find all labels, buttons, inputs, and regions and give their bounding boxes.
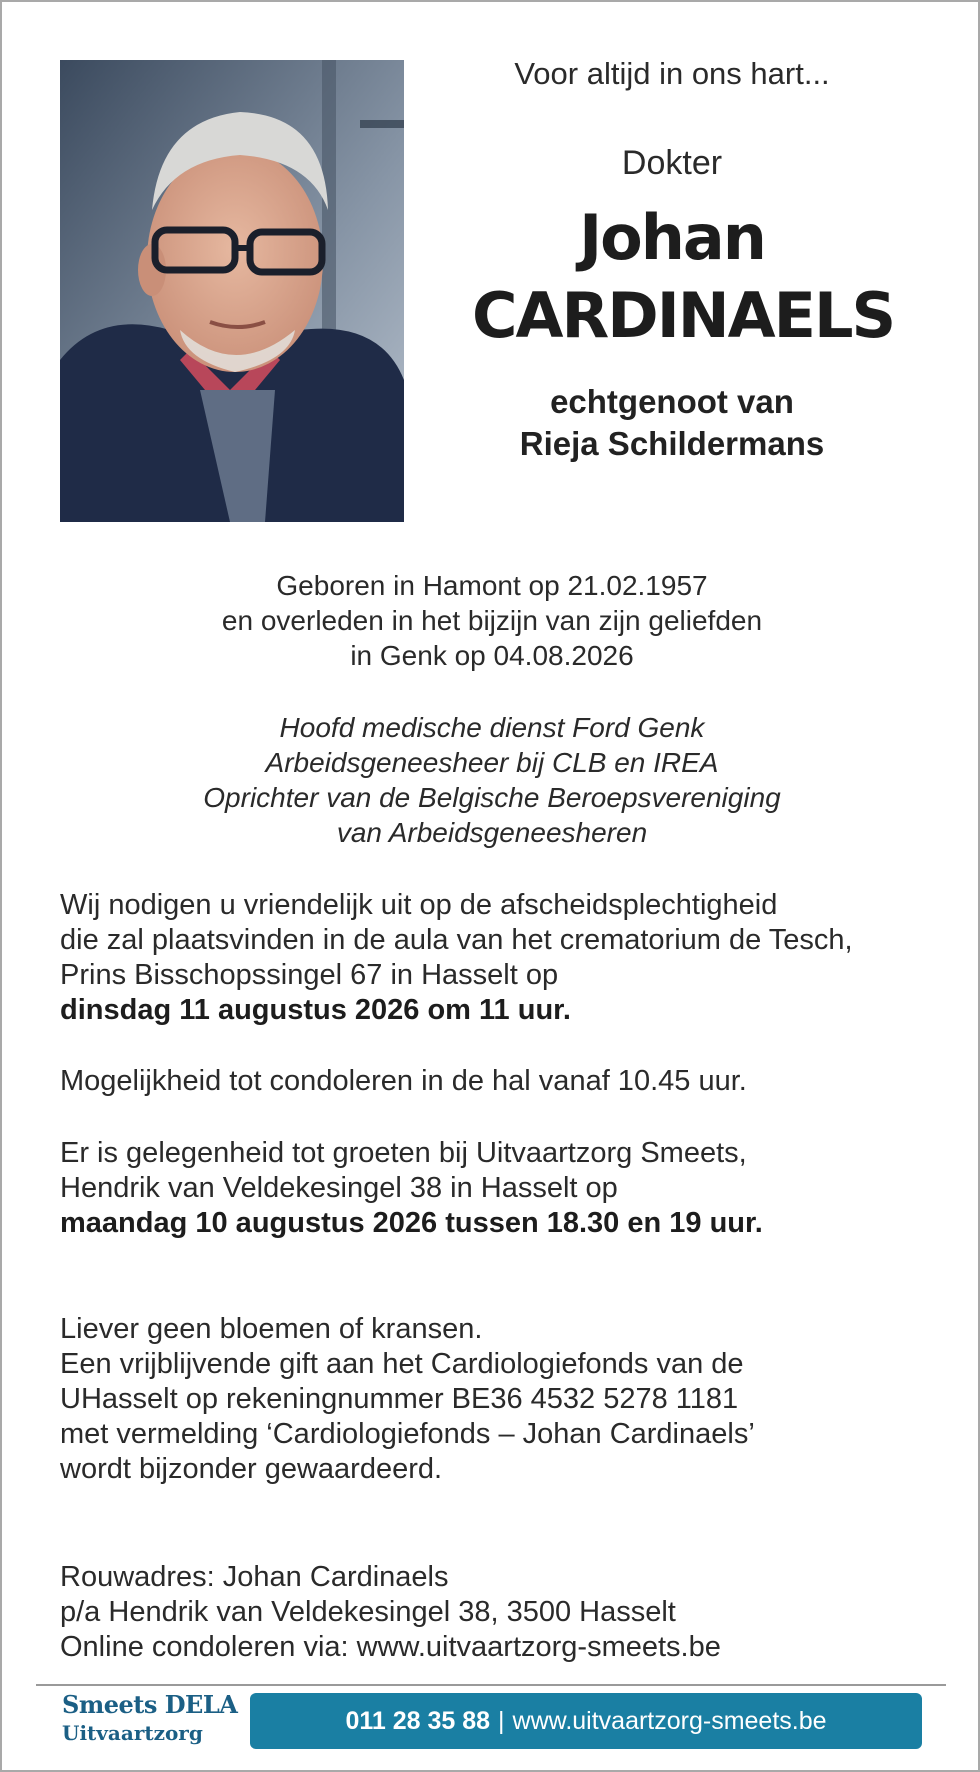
role-line: Hoofd medische dienst Ford Genk (279, 712, 705, 743)
mourning-address (60, 1560, 940, 1665)
spouse-line (472, 381, 872, 465)
visitation-datetime: maandag 10 augustus 2026 tussen 18.30 en 19 uur. (60, 1207, 763, 1239)
spouse-line-1: echtgenoot van (550, 383, 794, 420)
logo-subtitle: Uitvaartzorg (62, 1721, 203, 1745)
tagline: Voor altijd in ons hart... (514, 56, 830, 91)
birth-line-3: in Genk op 04.08.2026 (350, 640, 634, 671)
flowers-line: Liever geen bloemen of kransen. (60, 1313, 483, 1345)
condolence-note: Mogelijkheid tot condoleren in de hal vanaf 10.45 uur. (60, 1065, 747, 1097)
ceremony-line-2: die zal plaatsvinden in de aula van het crematorium de Tesch, (60, 924, 853, 956)
portrait-photo (60, 60, 404, 522)
flowers-donation-note (60, 1312, 940, 1487)
role-line: Arbeidsgeneesheer bij CLB en IREA (265, 747, 719, 778)
contact-separator: | (498, 1706, 505, 1735)
deceased-name (472, 199, 895, 355)
birth-line-1: Geboren in Hamont op 21.02.1957 (276, 570, 708, 601)
ceremony-line-3: Prins Bisschopssingel 67 in Hasselt op (60, 959, 559, 991)
birth-line-2: en overleden in het bijzijn van zijn geliefden (221, 605, 763, 636)
portrait-image (60, 60, 404, 522)
phone-number[interactable]: 011 28 35 88 (345, 1706, 491, 1735)
ceremony-invitation (60, 888, 940, 1028)
first-name: Johan (579, 201, 765, 274)
footer-divider (36, 1684, 946, 1686)
address-line-2: p/a Hendrik van Veldekesingel 38, 3500 Hasselt (60, 1596, 676, 1628)
title-prefix: Dokter (621, 144, 723, 182)
birth-death-info (60, 568, 924, 673)
visitation-line-2: Hendrik van Veldekesingel 38 in Hasselt op (60, 1172, 618, 1204)
flowers-line: met vermelding ‘Cardiologiefonds – Johan Cardinaels’ (60, 1418, 755, 1450)
smeets-dela-logo (62, 1690, 252, 1745)
spouse-line-2: Rieja Schildermans (519, 425, 825, 462)
flowers-line: Een vrijblijvende gift aan het Cardiologiefonds van de (60, 1348, 744, 1380)
logo-wordmark: Smeets DELA (62, 1690, 238, 1719)
visitation-info (60, 1136, 940, 1241)
header-block (472, 52, 895, 465)
visitation-line-1: Er is gelegenheid tot groeten bij Uitvaartzorg Smeets, (60, 1137, 747, 1169)
roles-list (60, 710, 924, 850)
ceremony-datetime: dinsdag 11 augustus 2026 om 11 uur. (60, 994, 571, 1026)
website-link[interactable]: www.uitvaartzorg-smeets.be (512, 1706, 827, 1735)
role-line: van Arbeidsgeneesheren (336, 817, 648, 848)
address-line-1: Rouwadres: Johan Cardinaels (60, 1561, 449, 1593)
role-line: Oprichter van de Belgische Beroepsvereniging (203, 782, 781, 813)
last-name: CARDINAELS (472, 279, 895, 352)
ceremony-line-1: Wij nodigen u vriendelijk uit op de afscheidsplechtigheid (60, 889, 778, 921)
contact-banner (250, 1693, 922, 1749)
address-online-condolence: Online condoleren via: www.uitvaartzorg-smeets.be (60, 1631, 721, 1663)
flowers-line: UHasselt op rekeningnummer BE36 4532 5278 1181 (60, 1383, 739, 1415)
flowers-line: wordt bijzonder gewaardeerd. (60, 1453, 443, 1485)
